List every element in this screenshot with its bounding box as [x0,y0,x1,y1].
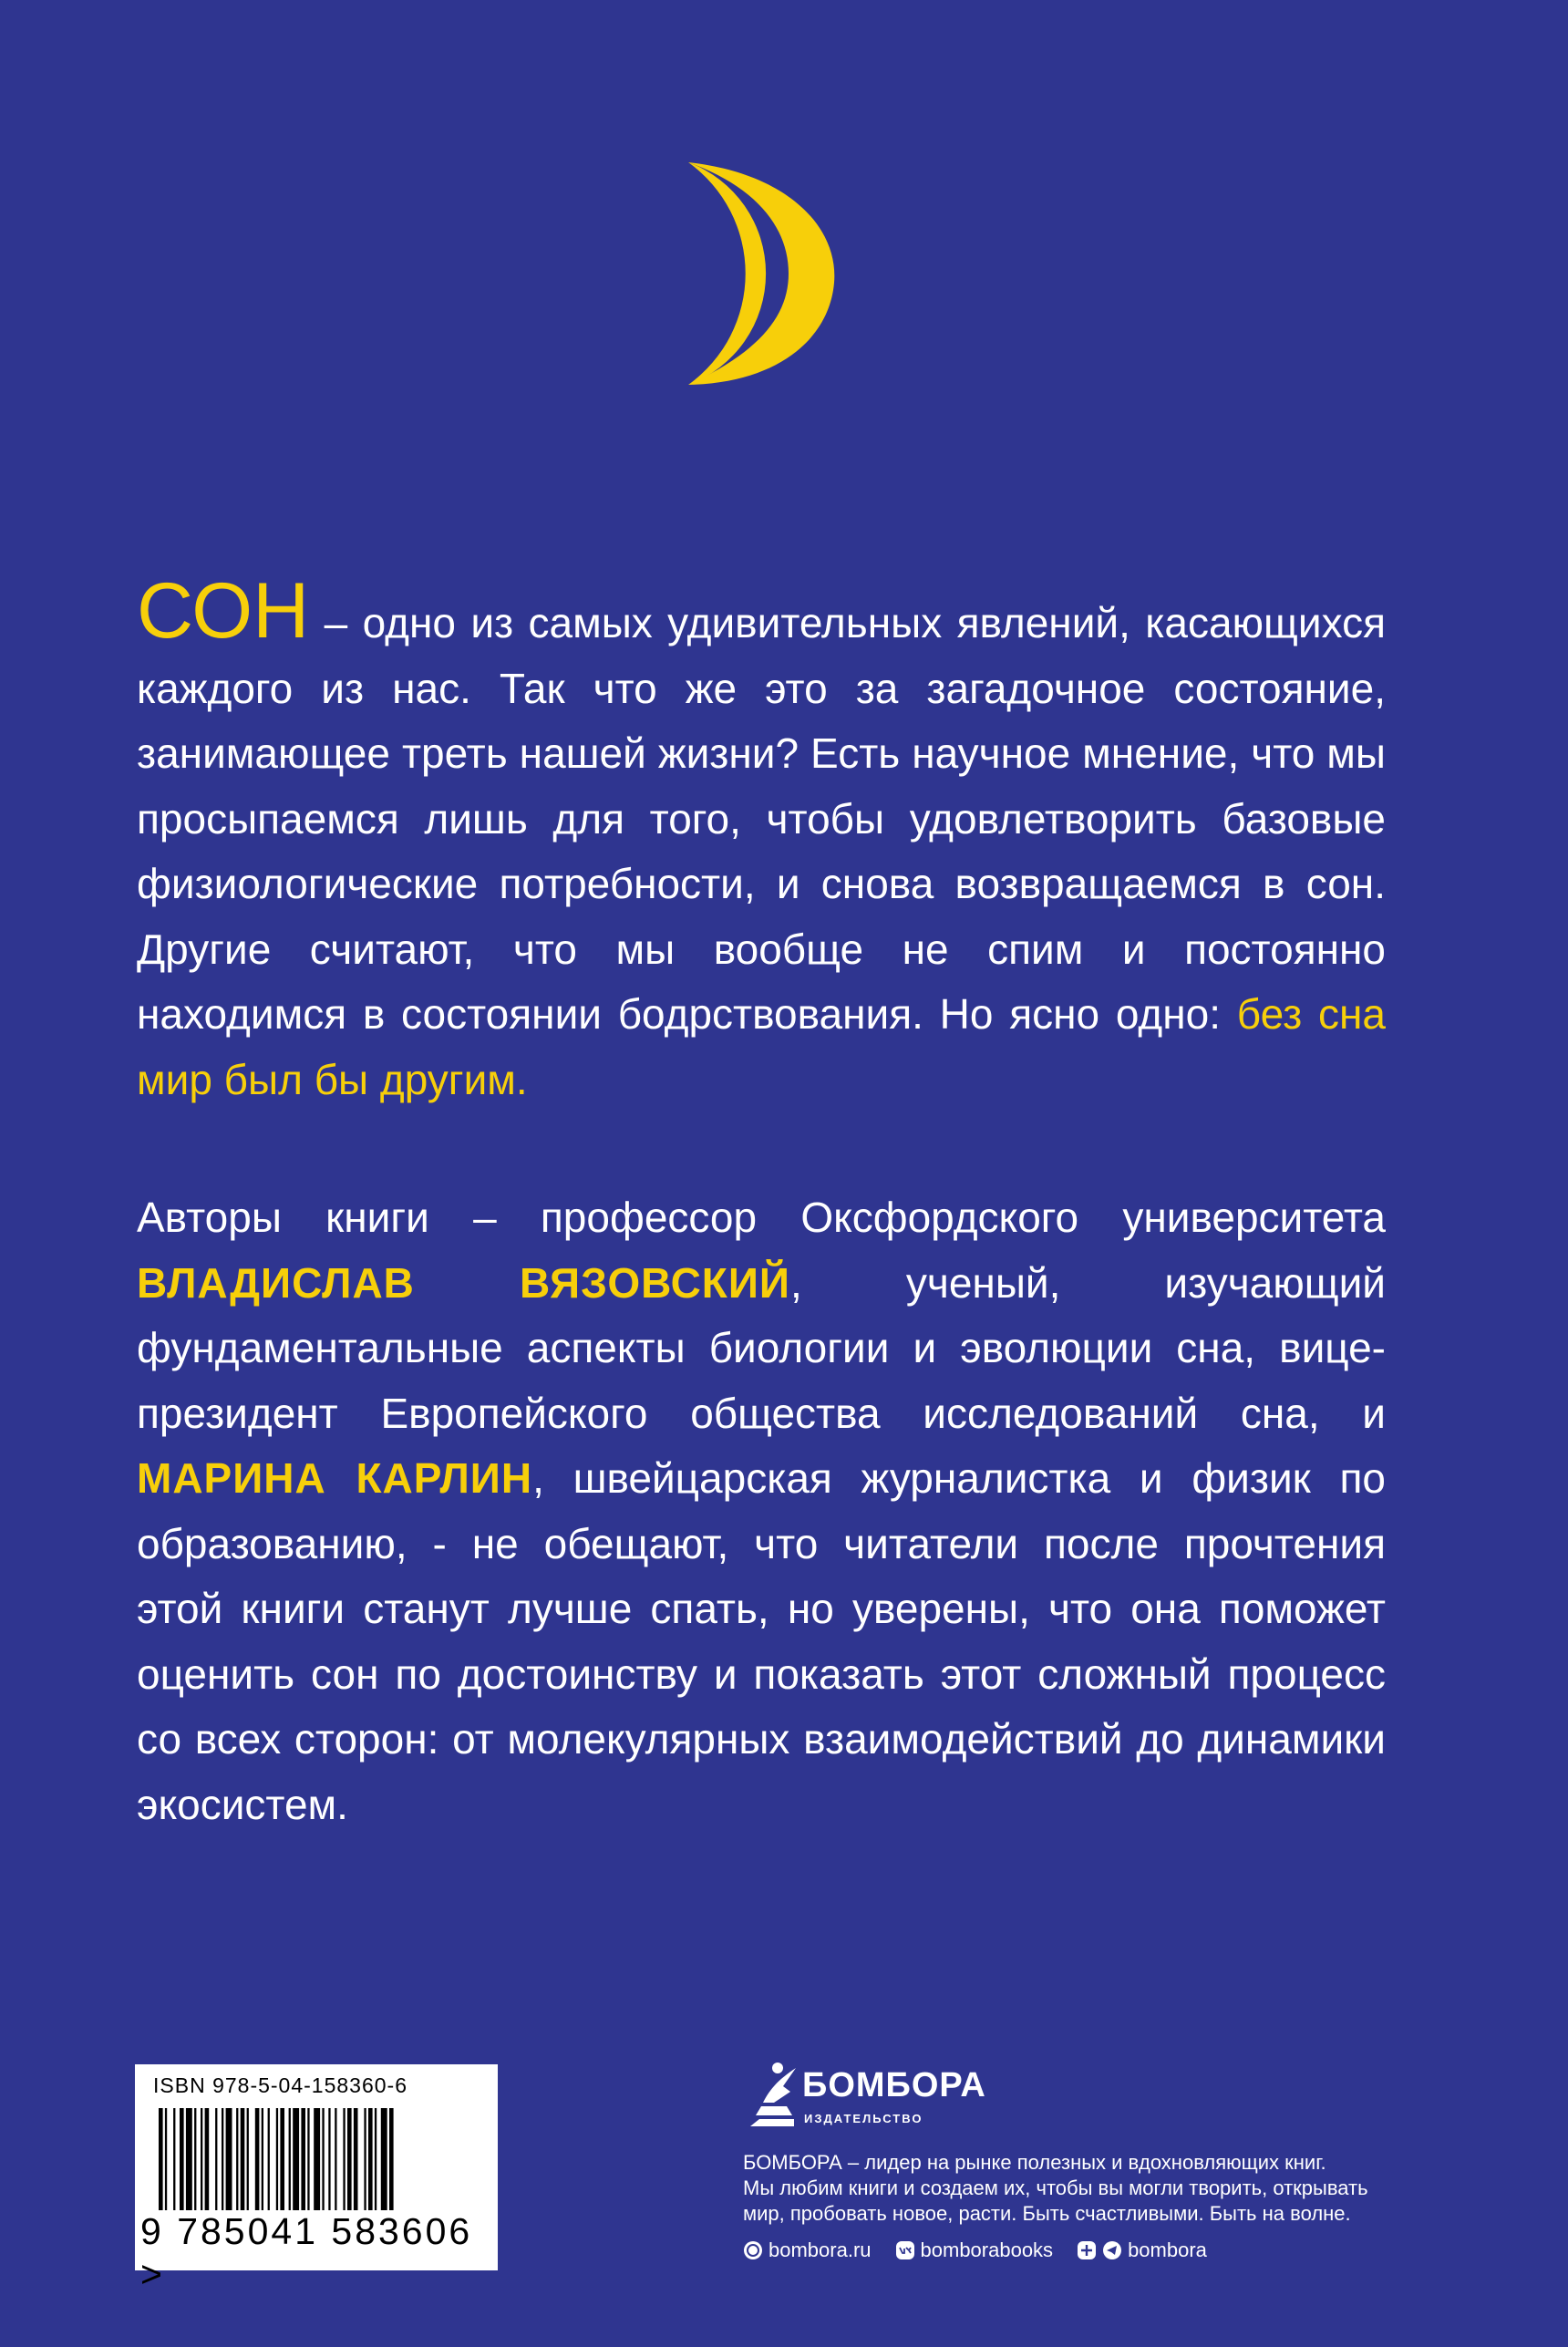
barcode-block [135,2064,498,2295]
publisher-subtitle: ИЗДАТЕЛЬСТВО [804,2112,923,2125]
barcode-bar [381,2108,387,2210]
lead-word: СОН [137,567,310,655]
barcode-image [159,2108,469,2210]
barcode-bar [159,2108,163,2210]
barcode-bar [241,2108,245,2210]
barcode-bar [247,2108,249,2210]
barcode-bar [268,2108,270,2210]
social-telegram-label: bombora [1128,2238,1207,2261]
barcode-bar [335,2108,336,2210]
barcode-bar [347,2108,352,2210]
blurb-line: БОМБОРА – лидер на рынке полезных и вдохновляющих книг. [743,2151,1326,2174]
barcode-bar [173,2108,175,2210]
web-icon [743,2240,763,2260]
barcode-bar [293,2108,299,2210]
barcode-bar [289,2108,291,2210]
barcode-bar [215,2108,217,2210]
barcode-bar [255,2108,260,2210]
barcode-bar [314,2108,320,2210]
barcode-bar [368,2108,373,2210]
barcode-bar [262,2108,263,2210]
social-links [743,2238,1207,2262]
barcode-bar [194,2108,196,2210]
barcode-bar [280,2108,284,2210]
social-web-label: bombora.ru [769,2238,872,2261]
social-web[interactable] [743,2238,872,2262]
authors-outro: , швейцарская журналистка и физик по образованию, - не обещают, что читатели после прочтения этой книги станут лучше спать, но уверены, что она поможет оценить сон по достоинству и показать этот сложный процесс со всех сторон: от молекулярных взаимодействий до динамики экосистем. [137,1454,1386,1828]
barcode-digits: 9 785041 583606 > [140,2210,473,2295]
barcode-bar [307,2108,309,2210]
author-name-2: МАРИНА КАРЛИН [137,1454,533,1502]
barcode-bar [322,2108,324,2210]
barcode-bar [364,2108,366,2210]
blurb-line: мир, пробовать новое, расти. Быть счастливыми. Быть на волне. [743,2202,1351,2225]
barcode-bar [276,2108,278,2210]
description-body: – одно из самых удивительных явлений, касающихся каждого из нас. Так что же это за загадочное состояние, занимающее треть нашей жизни? Есть научное мнение, что мы просыпаемся лишь для того, чтобы удовлетворить базовые физиологические потребности, и снова возвращаемся в сон. Другие считают, что мы вообще не спим и постоянно находимся в состоянии бодрствования. Но ясно одно: [137,599,1386,1038]
barcode-bar [201,2108,202,2210]
social-telegram[interactable] [1077,2238,1207,2262]
barcode-bar [236,2108,238,2210]
plus-icon [1077,2240,1097,2260]
telegram-icon [1102,2240,1122,2260]
authors-mid: , ученый, изучающий фундаментальные аспекты биологии и эволюции сна, вице-президент Европейского общества исследований сна, и [137,1258,1386,1437]
authors-intro: Авторы книги – профессор Оксфордского университета [137,1194,1386,1241]
social-vk-label: bomborabooks [920,2238,1054,2261]
barcode-bar [165,2108,167,2210]
barcode-bar [301,2108,305,2210]
description-paragraph [137,567,1386,1112]
barcode-bar [180,2108,184,2210]
barcode-bar [222,2108,223,2210]
barcode-bar [186,2108,192,2210]
social-vk[interactable] [895,2238,1054,2262]
publisher-blurb [743,2150,1399,2227]
barcode-bar [343,2108,345,2210]
crescent-moon-icon [679,155,839,392]
author-name-1: ВЛАДИСЛАВ ВЯЗОВСКИЙ [137,1258,790,1307]
barcode-bar [328,2108,330,2210]
vk-icon [895,2240,915,2260]
blurb-line: Мы любим книги и создаем их, чтобы вы могли творить, открывать [743,2176,1368,2199]
barcode-bar [389,2108,394,2210]
publisher-name: БОМБОРА [802,2066,986,2104]
authors-paragraph [137,1185,1386,1837]
barcode-bar [226,2108,232,2210]
barcode-bar [354,2108,358,2210]
isbn-text: ISBN 978-5-04-158360-6 [153,2073,407,2097]
barcode-bar [205,2108,210,2210]
description-highlight: без сна мир был бы другим. [137,990,1386,1103]
barcode-bar [375,2108,377,2210]
